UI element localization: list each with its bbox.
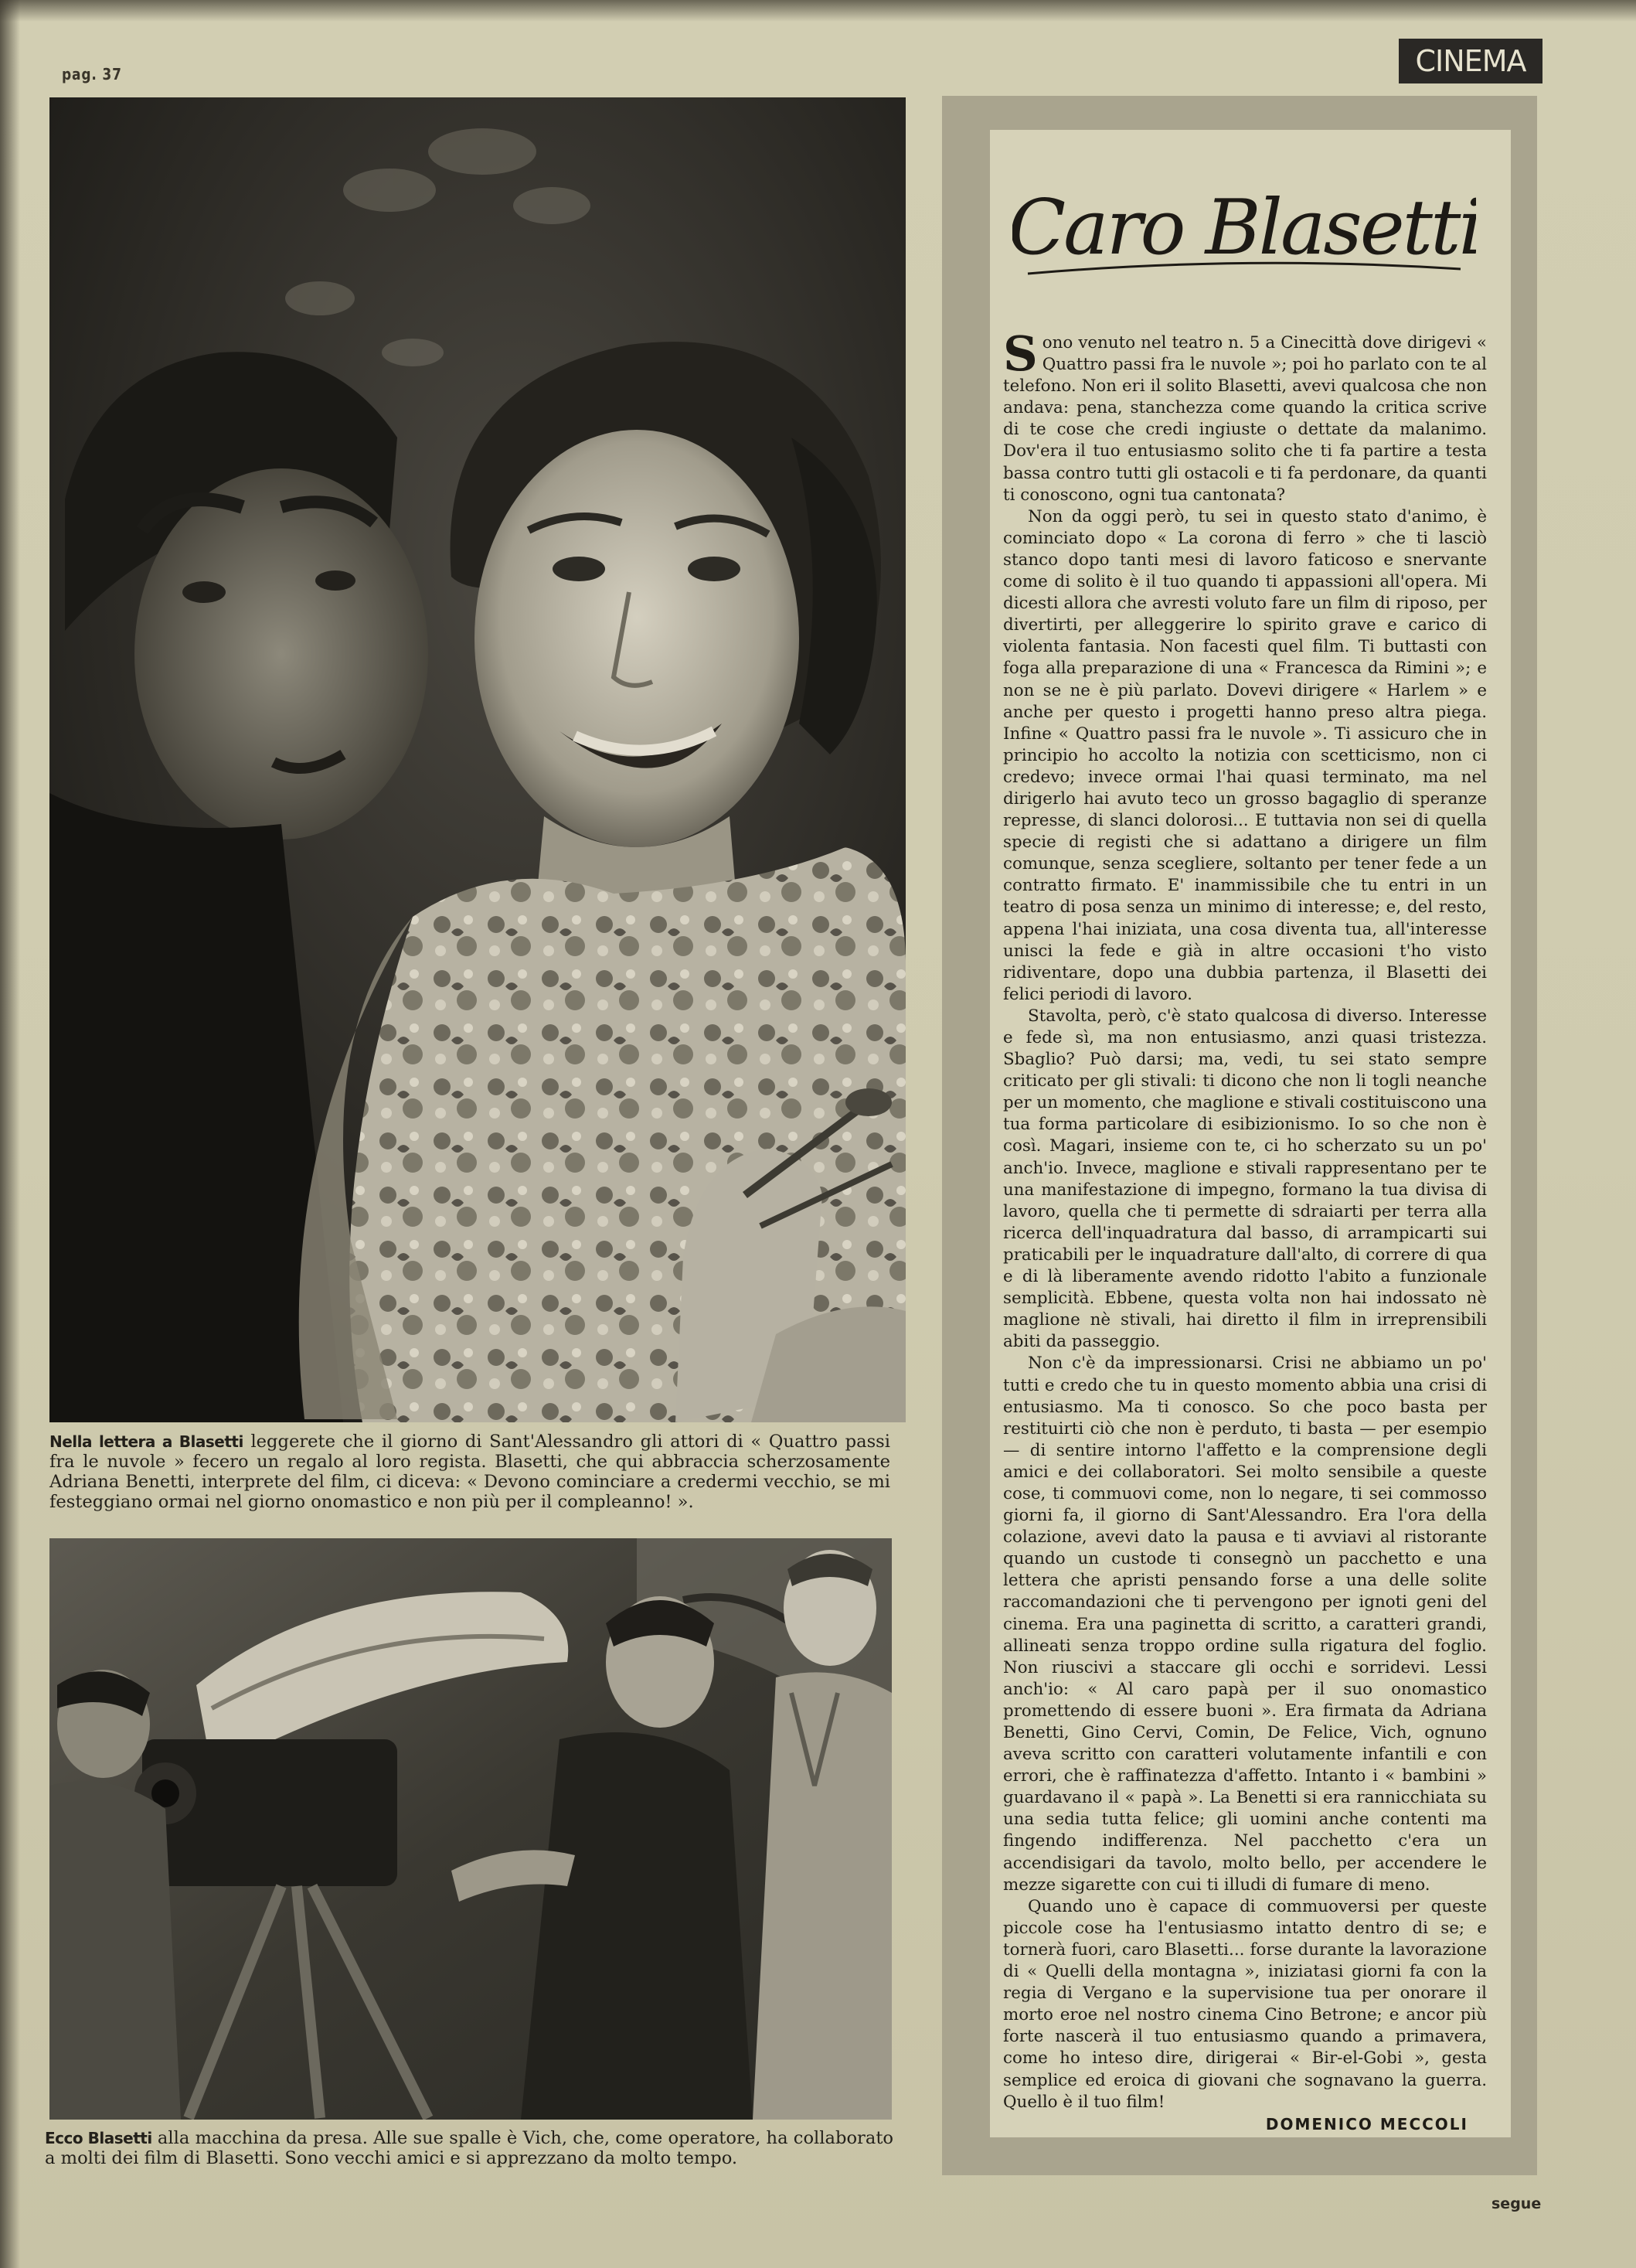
continues-label: segue <box>1491 2195 1542 2212</box>
photo-blasetti-camera-image <box>49 1538 892 2120</box>
page-edge-shadow-left <box>0 0 20 2268</box>
bottom-photo-caption-lead: Ecco Blasetti <box>45 2129 152 2147</box>
top-photo-caption-lead: Nella lettera a Blasetti <box>49 1432 243 1451</box>
page-number: pag. 37 <box>62 65 122 83</box>
article-paragraph-1-text: ono venuto nel teatro n. 5 a Cinecittà dove dirigevi « Quattro passi fra le nuvole »; poi ho parlato con te al telefono. Non eri il solito Blasetti, avevi qualcosa che non andava: pena, stanchezza come quando la critica scrive di te cose che credi ingiuste o dettate da malanimo. Dov'era il tuo entusiasmo solito che ti fa partire a testa bassa contro tutti gli ostacoli e ti fa perdonare, da quanti ti conoscono, ogni tua cantonata? <box>1003 333 1487 505</box>
article-paragraph-2: Non da oggi però, tu sei in questo stato d'animo, è cominciato dopo « La corona di ferro » che ti lasciò stanco dopo tanti mesi di lavoro faticoso e snervante come di solito è il tuo quando ti appassioni all'opera. Mi dicesti allora che avresti voluto fare un film di riposo, per divertirti, per alleggerire lo spirito grave e carico di violenta fantasia. Non facesti quel film. Ti buttasti con foga alla preparazione di una « Francesca da Rimini »; e non se ne è più parlato. Dovevi dirigere « Harlem » e anche per questo i progetti hanno preso altra piega. Infine « Quattro passi fra le nuvole ». Ti assicuro che in principio ho accolto la notizia con scetticismo, non ci credevo; invece ormai l'hai quasi terminato, ma nel dirigerlo hai avuto teco un grosso bagaglio di speranze represse, di slanci dolorosi... E tuttavia non sei di quella specie di registi che si adattano a dirigere un film comunque, senza scegliere, soltanto per tener fede a un contratto firmato. E' inammissibile che tu entri in un teatro di posa senza un minimo di interesse; e, del resto, appena l'hai iniziata, una cosa diventa tua, all'interesse unisci la fede e già in altre occasioni t'ho visto ridiventare, dopo una dubbia partenza, il Blasetti dei felici periodi di lavoro. <box>1003 506 1487 1004</box>
article-paragraph-4: Non c'è da impressionarsi. Crisi ne abbiamo un po' tutti e credo che tu in questo momento abbia una crisi di entusiasmo. Ma ti conosco. So che poco basta per restituirti ciò che non è perduto, ti basta — per esempio — di sentire intorno l'affetto e la comprensione degli amici e dei collaboratori. Sei molto sensibile a queste cose, ti commuovi come, non lo negare, ti sei commosso giorni fa, il giorno di Sant'Alessandro. Era l'ora della colazione, avevi dato la pausa e ti avviavi al ristorante quando un custode ti consegnò un pacchetto e una lettera che apristi pensando forse a una delle solite raccomandazioni che ti pervengono per ignoti geni del cinema. Era una paginetta di scritto, a caratteri grandi, allineati senza troppo ordine sulla rigatura del foglio. Non riuscivi a staccare gli occhi e sorridevi. Lessi anch'io: « Al caro papà per il suo onomastico promettendo di essere buoni ». Era firmata da Adriana Benetti, Gino Cervi, Comin, De Felice, Vich, ognuno aveva scritto con caratteri volutamente infantili e con errori, che è raffinatezza d'affetto. Intanto i « bambini » guardavano il « papà ». La Benetti si era rannicchiata su una sedia tutta felice; gli uomini anche contenti ma fingendo indifferenza. Nel pacchetto c'era un accendisigari da tavolo, molto bello, per accendere le mezze sigarette con cui ti illudi di fumare di meno. <box>1003 1354 1487 1895</box>
photo-blasetti-benetti <box>49 97 906 1422</box>
bottom-photo-caption <box>45 2128 893 2168</box>
page-edge-shadow-top <box>0 0 1636 22</box>
article-paragraph-1 <box>1003 325 1487 506</box>
article-dropcap: S <box>1003 325 1038 382</box>
bottom-photo-caption-text: alla macchina da presa. Alle sue spalle è Vich, che, come operatore, ha collaborato a molti dei film di Blasetti. Sono vecchi amici e si apprezzano da molto tempo. <box>45 2128 893 2168</box>
article-title-script <box>1012 175 1476 291</box>
article-byline: DOMENICO MECCOLI <box>1265 2114 1468 2133</box>
top-photo-caption-text: leggerete che il giorno di Sant'Alessandro gli attori di « Quattro passi fra le nuvole » fecero un regalo al loro regista. Blasetti, che qui abbraccia scherzosamente Adriana Benetti, interprete del film, ci diceva: « Devono cominciare a credermi vecchio, se mi festeggiano ormai nel giorno onomastico e non più per il compleanno! ». <box>49 1432 890 1512</box>
photo-blasetti-benetti-image <box>49 97 906 1422</box>
article-body <box>1003 325 1487 2135</box>
top-photo-caption <box>49 1432 890 1512</box>
article-title-text: Caro Blasetti <box>1012 184 1476 272</box>
photo-blasetti-camera <box>49 1538 892 2120</box>
section-label: CINEMA <box>1399 39 1542 83</box>
article-title <box>1012 175 1476 291</box>
article-paragraph-5: Quando uno è capace di commuoversi per queste piccole cose ha l'entusiasmo intatto dentro di se; e tornerà fuori, caro Blasetti... forse durante la lavorazione di « Quelli della montagna », iniziatasi giorni fa con la regia di Vergano e la supervisione tua per onorare il morto eroe nel nostro cinema Cino Betrone; e ancor più forte nascerà il tuo entusiasmo quando a primavera, come ho inteso dire, dirigerai « Bir-el-Gobi », gesta semplice ed eroica di giovani che sognavano la guerra. Quello è il tuo film! <box>1003 1896 1487 2112</box>
article-paragraph-3: Stavolta, però, c'è stato qualcosa di diverso. Interesse e fede sì, ma non entusiasmo, anzi quasi tristezza. Sbaglio? Può darsi; ma, vedi, tu sei stato sempre criticato per gli stivali: ti dicono che non li togli neanche per un momento, che maglione e stivali costituiscono una tua forma particolare di esibizionismo. Io so che non è così. Magari, insieme con te, ci ho scherzato su un po' anch'io. Invece, maglione e stivali rappresentano per te una manifestazione di impegno, formano la tua divisa di lavoro, quella che ti permette di sdraiarti per terra alla ricerca dell'inquadratura dal basso, di arrampicarti sui praticabili per le inquadrature dall'alto, di correre di qua e di là liberamente avendo ridotto l'abito a funzionale semplicità. Ebbene, questa volta non hai indossato nè maglione nè stivali, hai diretto il film in irreprensibili abiti da passeggio. <box>1003 1006 1487 1352</box>
